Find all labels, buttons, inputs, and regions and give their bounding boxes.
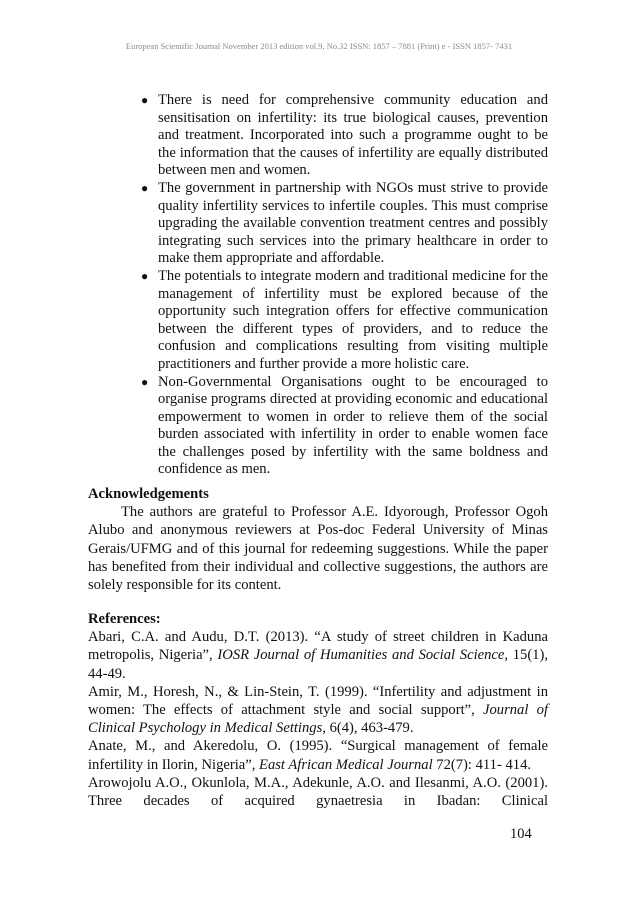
reference-item: Abari, C.A. and Audu, D.T. (2013). “A study of street children in Kaduna metropolis, Nigeria”, IOSR Journal of Humanities and Social Science, 15(1), 44-49. — [88, 629, 548, 682]
bullet-icon: ● — [141, 180, 149, 195]
journal-title: East African Medical Journal — [259, 756, 433, 773]
bullet-text: There is need for comprehensive community education and sensitisation on infertility: its true biological causes, prevention and treatment. Incorporated into such a programme ought to be the information that the causes of infertility are equally distributed between men and women. — [158, 92, 548, 179]
bullet-icon: ● — [141, 268, 149, 283]
journal-title: IOSR Journal of Humanities and Social Science, — [217, 647, 508, 664]
reference-item: Anate, M., and Akeredolu, O. (1995). “Surgical management of female infertility in Ilorin, Nigeria”, East African Medical Journal 72(7): 411- 414. — [88, 738, 548, 773]
page-number: 104 — [510, 826, 532, 842]
bullet-text: Non-Governmental Organisations ought to be encouraged to organise programs directed at providing economic and educational empowerment to women in order to relieve them of the social burden associated with infertility in order to enable women face the challenges posed by infertility with the same boldness and confidence as men. — [158, 373, 548, 478]
reference-item: Arowojolu A.O., Okunlola, M.A., Adekunle, A.O. and Ilesanmi, A.O. (2001). Three decades of acquired gynaetresia in Ibadan: Clinical — [88, 774, 548, 810]
journal-title: Journal of Clinical Psychology in Medical Settings — [88, 702, 548, 737]
bullet-icon: ● — [141, 374, 149, 389]
list-item — [138, 92, 548, 180]
acknowledgements-heading: Acknowledgements — [88, 486, 209, 502]
bullet-icon: ● — [141, 93, 149, 107]
list-item — [138, 180, 548, 268]
references-section — [88, 610, 548, 810]
list-item — [138, 268, 548, 374]
list-item — [138, 374, 548, 480]
bullet-text: The potentials to integrate modern and traditional medicine for the management of infertility must be explored because of the opportunity such integration offers for effective communication between the different types of providers, and to reduce the confusion and complications resulting from visiting multiple practitioners and further provide a more holistic care. — [158, 267, 548, 372]
acknowledgements-section — [88, 485, 548, 594]
recommendation-list — [138, 92, 548, 479]
reference-item: Amir, M., Horesh, N., & Lin-Stein, T. (1999). “Infertility and adjustment in women: The effects of attachment style and social support”, Journal of Clinical Psychology in Medical Settings, 6(4), 463-479. — [88, 683, 548, 737]
running-header: European Scientific Journal November 2013 edition vol.9, No.32 ISSN: 1857 – 7881 (Print) e - ISSN 1857- 7431 — [125, 41, 513, 51]
bullet-text: The government in partnership with NGOs must strive to provide quality infertility services to infertile couples. This must comprise upgrading the available convention treatment centres and possibly integrating such services into the primary healthcare in order to make them appropriate and affordable. — [158, 179, 548, 267]
acknowledgements-text: The authors are grateful to Professor A.E. Idyorough, Professor Ogoh Alubo and anonymous reviewers at Pos-doc Federal University of Minas Gerais/UFMG and of this journal for redeeming suggestions. While the paper has benefited from their individual and collective suggestions, the authors are solely responsible for its content. — [88, 504, 548, 594]
references-heading: References: — [88, 611, 161, 627]
